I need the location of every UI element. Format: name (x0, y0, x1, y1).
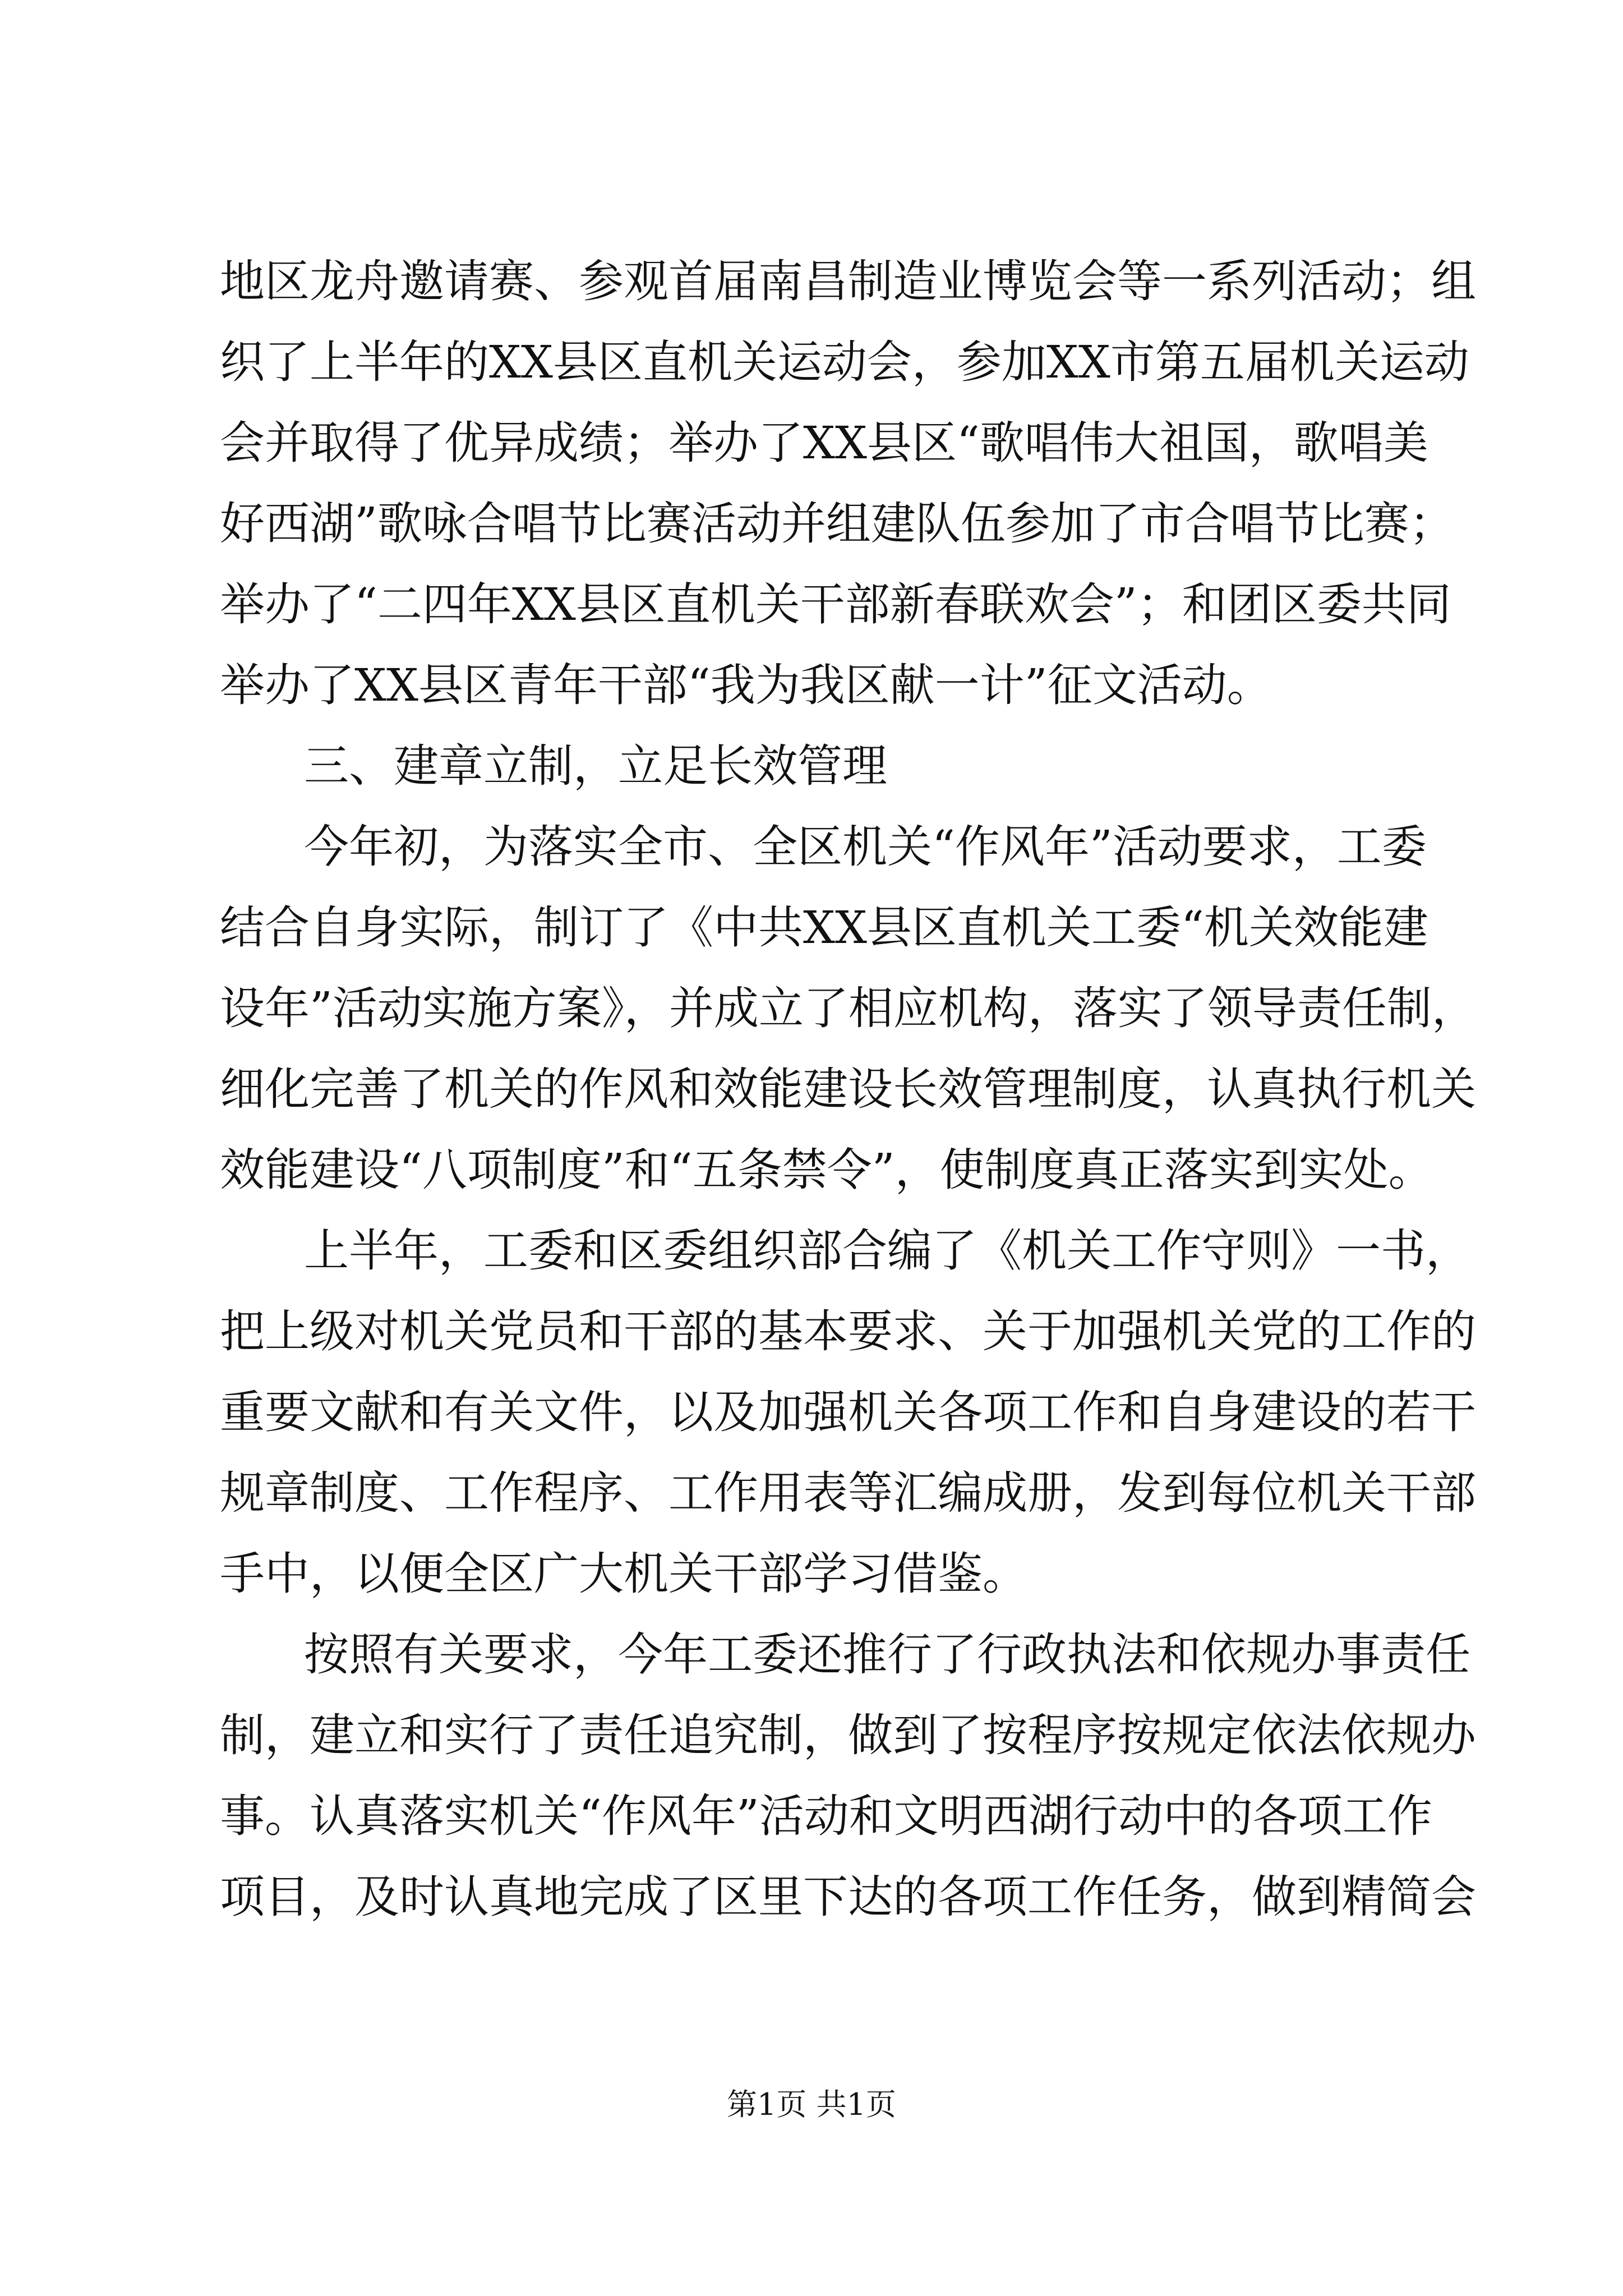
document-body (220, 241, 1477, 1938)
page-footer (0, 2082, 1623, 2127)
text-line: 上半年，工委和区委组织部合编了《机关工作守则》一书， (304, 1225, 1470, 1277)
text-line: 制，建立和实行了责任追究制，做到了按程序按规定依法依规办 (220, 1709, 1476, 1761)
section-heading: 三、建章立制，立足长效管理 (304, 740, 887, 792)
text-line: 好西湖”歌咏合唱节比赛活动并组建队伍参加了市合唱节比赛； (220, 498, 1454, 550)
text-line: 把上级对机关党员和干部的基本要求、关于加强机关党的工作的 (220, 1305, 1476, 1358)
text-line: 细化完善了机关的作风和效能建设长效管理制度，认真执行机关 (220, 1063, 1476, 1115)
text-line: 地区龙舟邀请赛、参观首届南昌制造业博览会等一系列活动；组 (220, 255, 1476, 307)
text-line: 今年初，为落实全市、全区机关“作风年”活动要求，工委 (304, 821, 1427, 873)
text-line: 举办了“二四年XX县区直机关干部新春联欢会”；和团区委共同 (220, 578, 1451, 631)
text-line: 手中，以便全区广大机关干部学习借鉴。 (220, 1548, 1027, 1600)
page-number-label: 第1页 共1页 (727, 2087, 896, 2122)
text-line: 按照有关要求，今年工委还推行了行政执法和依规办事责任 (304, 1628, 1470, 1681)
text-line: 设年”活动实施方案》，并成立了相应机构，落实了领导责任制， (220, 982, 1477, 1034)
text-line: 重要文献和有关文件，以及加强机关各项工作和自身建设的若干 (220, 1386, 1476, 1438)
text-line: 事。认真落实机关“作风年”活动和文明西湖行动中的各项工作 (220, 1790, 1432, 1842)
text-line: 会并取得了优异成绩；举办了XX县区“歌唱伟大祖国，歌唱美 (220, 417, 1428, 469)
text-line: 举办了XX县区青年干部“我为我区献一计”征文活动。 (220, 659, 1272, 711)
text-line: 项目，及时认真地完成了区里下达的各项工作任务，做到精简会 (220, 1871, 1476, 1923)
text-line: 结合自身实际，制订了《中共XX县区直机关工委“机关效能建 (220, 901, 1428, 954)
text-line: 规章制度、工作程序、工作用表等汇编成册，发到每位机关干部 (220, 1467, 1476, 1519)
text-line: 织了上半年的XX县区直机关运动会，参加XX市第五届机关运动 (220, 336, 1469, 388)
text-line: 效能建设“八项制度”和“五条禁令”，使制度真正落实到实处。 (220, 1144, 1433, 1196)
